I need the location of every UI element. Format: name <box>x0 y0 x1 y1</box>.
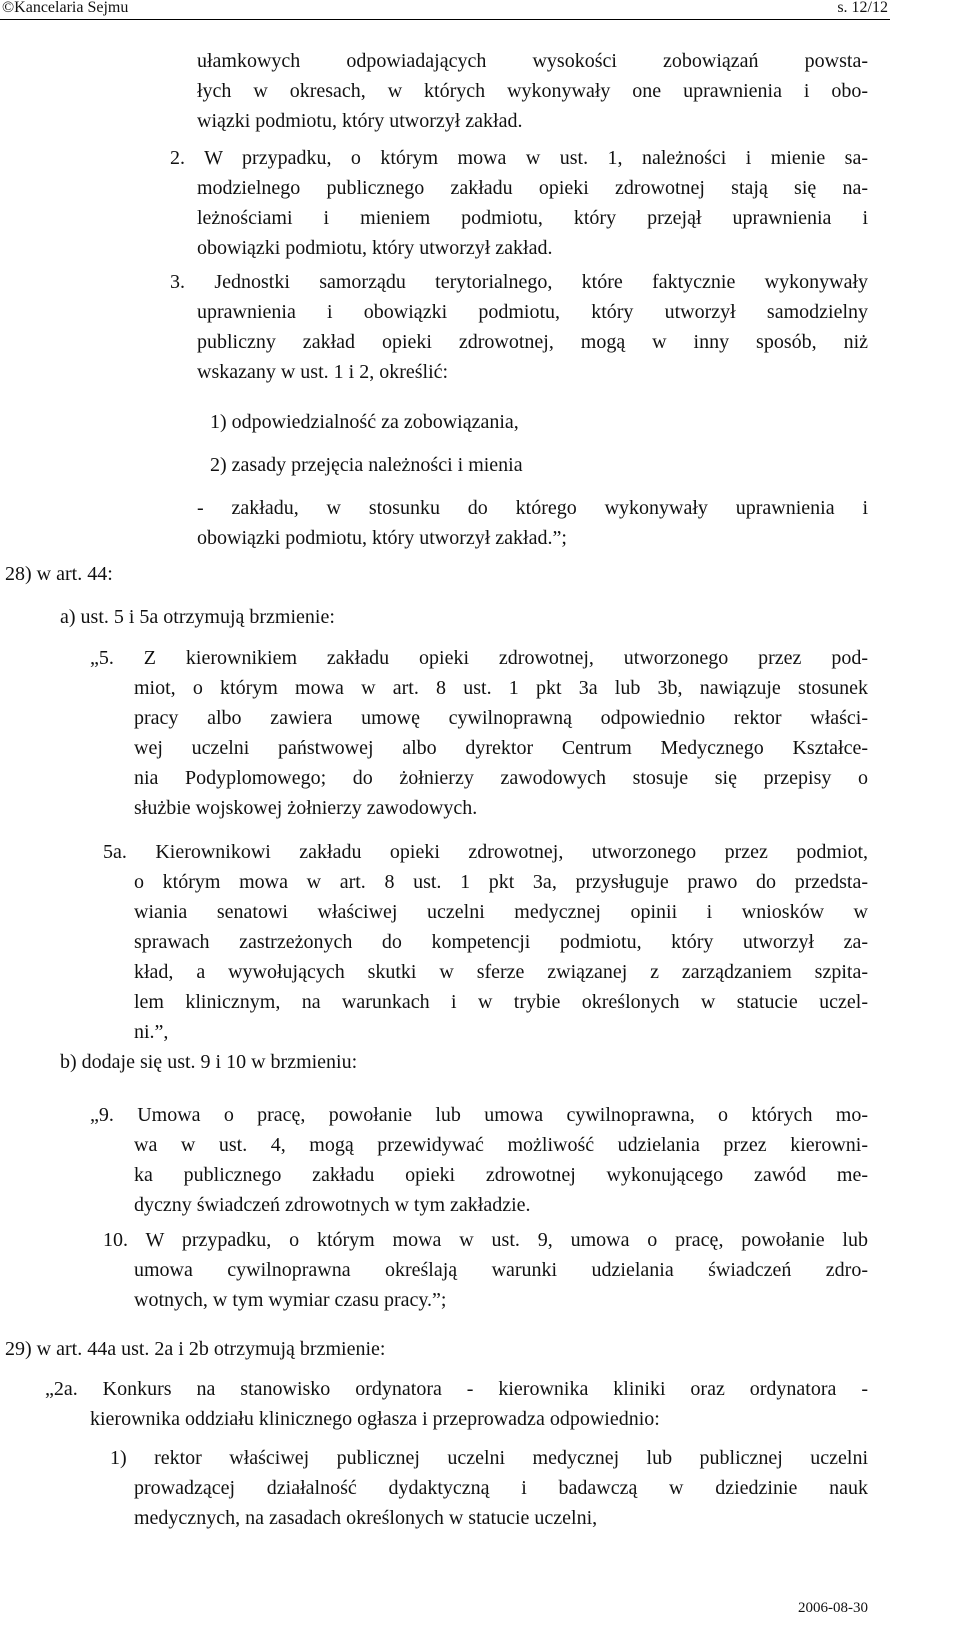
page-number: s. 12/12 <box>837 0 888 16</box>
text-line: wotnych, w tym wymiar czasu pracy.”; <box>134 1289 447 1311</box>
text-line: 1) odpowiedzialność za zobowiązania, <box>210 411 519 433</box>
text-line: wiązki podmiotu, który utworzył zakład. <box>197 110 523 132</box>
text-line: 2. W przypadku, o którym mowa w ust. 1, należności i mienie sa- <box>170 147 868 169</box>
text-line: prowadzącej działalność dydaktyczną i badawczą w dziedzinie nauk <box>134 1477 868 1499</box>
page-header <box>0 0 960 24</box>
paragraph-continuation <box>197 46 868 136</box>
text-line: 28) w art. 44: <box>5 563 113 585</box>
text-line: miot, o którym mowa w art. 8 ust. 1 pkt 3a lub 3b, nawiązuje stosunek <box>134 677 868 699</box>
text-line: modzielnego publicznego zakładu opieki zdrowotnej stają się na- <box>197 177 868 199</box>
point-29 <box>5 1334 705 1364</box>
header-rule <box>0 19 890 20</box>
text-line: publiczny zakład opieki zdrowotnej, mogą w inny sposób, niż <box>197 331 868 353</box>
text-line: wiania senatowi właściwej uczelni medycznej opinii i wniosków w <box>134 901 868 923</box>
paragraph-tail <box>197 493 868 553</box>
text-line: ka publicznego zakładu opieki zdrowotnej wykonującego zawód me- <box>134 1164 868 1186</box>
text-line: „5. Z kierownikiem zakładu opieki zdrowotnej, utworzonego przez pod- <box>90 647 868 669</box>
text-line: „9. Umowa o pracę, powołanie lub umowa cywilnoprawna, o których mo- <box>90 1104 868 1126</box>
text-line: łych w okresach, w których wykonywały one uprawnienia i obo- <box>197 80 868 102</box>
list-item-2 <box>210 450 868 480</box>
paragraph-ust-5a <box>0 837 960 1047</box>
text-line: lem klinicznym, na warunkach i w trybie określonych w statucie uczel- <box>134 991 868 1013</box>
text-line: leżnościami i mieniem podmiotu, który przejął uprawnienia i <box>197 207 868 229</box>
text-line: 3. Jednostki samorządu terytorialnego, które faktycznie wykonywały <box>170 271 868 293</box>
text-line: uprawnienia i obowiązki podmiotu, który utworzył samodzielny <box>197 301 868 323</box>
paragraph-ust-10 <box>0 1225 960 1315</box>
text-line: medycznych, na zasadach określonych w statucie uczelni, <box>134 1507 598 1529</box>
text-line: - zakładu, w stosunku do którego wykonywały uprawnienia i <box>197 497 868 519</box>
point-28a <box>60 602 660 632</box>
text-line: 2) zasady przejęcia należności i mienia <box>210 454 523 476</box>
text-line: sprawach zastrzeżonych do kompetencji podmiotu, który utworzył za- <box>134 931 868 953</box>
list-item-1 <box>210 407 868 437</box>
text-line: 10. W przypadku, o którym mowa w ust. 9, umowa o pracę, powołanie lub <box>103 1229 868 1251</box>
text-line: obowiązki podmiotu, który utworzył zakład.”; <box>197 527 567 549</box>
text-line: kład, a wywołujących skutki w sferze związanej z zarządzaniem szpita- <box>134 961 868 983</box>
text-line: nia Podyplomowego; do żołnierzy zawodowych stosuje się przepisy o <box>134 767 868 789</box>
text-line: ni.”, <box>134 1021 169 1043</box>
text-line: 1) rektor właściwej publicznej uczelni medycznej lub publicznej uczelni <box>110 1447 868 1469</box>
text-line: umowa cywilnoprawna określają warunki udzielania świadczeń zdro- <box>134 1259 868 1281</box>
text-line: ułamkowych odpowiadających wysokości zobowiązań powsta- <box>197 50 868 72</box>
text-line: 5a. Kierownikowi zakładu opieki zdrowotnej, utworzonego przez podmiot, <box>103 841 868 863</box>
text-line: obowiązki podmiotu, który utworzył zakład. <box>197 237 553 259</box>
text-line: a) ust. 5 i 5a otrzymują brzmienie: <box>60 606 335 628</box>
point-28b <box>60 1047 660 1077</box>
paragraph-ust-3 <box>0 267 960 387</box>
point-28 <box>5 559 305 589</box>
text-line: b) dodaje się ust. 9 i 10 w brzmieniu: <box>60 1051 358 1073</box>
text-line: kierownika oddziału klinicznego ogłasza i przeprowadza odpowiednio: <box>90 1408 660 1430</box>
paragraph-ust-9 <box>0 1100 960 1220</box>
text-line: służbie wojskowej żołnierzy zawodowych. <box>134 797 478 819</box>
text-line: pracy albo zawiera umowę cywilnoprawną odpowiednio rektor właści- <box>134 707 868 729</box>
text-line: „2a. Konkurs na stanowisko ordynatora - kierownika kliniki oraz ordynatora - <box>45 1378 868 1400</box>
text-line: wa w ust. 4, mogą przewidywać możliwość udzielania przez kierowni- <box>134 1134 868 1156</box>
text-line: 29) w art. 44a ust. 2a i 2b otrzymują brzmienie: <box>5 1338 386 1360</box>
footer-date: 2006-08-30 <box>798 1600 868 1616</box>
paragraph-ust-2a <box>0 1374 960 1434</box>
text-line: wej uczelni państwowej albo dyrektor Centrum Medycznego Kształce- <box>134 737 868 759</box>
text-line: wskazany w ust. 1 i 2, określić: <box>197 361 449 383</box>
paragraph-ust-5 <box>0 643 960 823</box>
copyright-label: ©Kancelaria Sejmu <box>2 0 129 16</box>
paragraph-ust-2 <box>0 143 960 263</box>
text-line: dyczny świadczeń zdrowotnych w tym zakładzie. <box>134 1194 531 1216</box>
paragraph-2a-item-1 <box>0 1443 960 1533</box>
text-line: o którym mowa w art. 8 ust. 1 pkt 3a, przysługuje prawo do przedsta- <box>134 871 868 893</box>
